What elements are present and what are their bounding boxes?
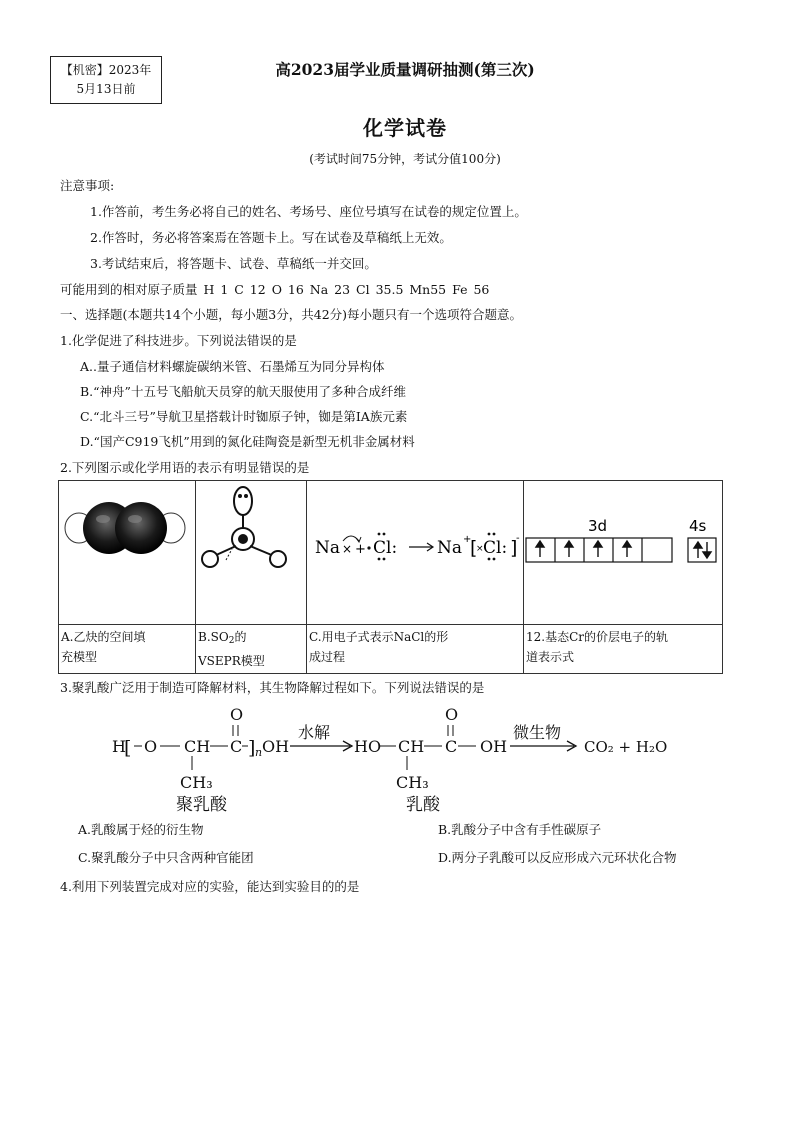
question-1-option-b: B.“神舟”十五号飞船航天员穿的航天服使用了多种合成纤维 xyxy=(80,384,406,399)
sodium-ion-symbol: Na xyxy=(437,538,463,558)
figure-acetylene-model xyxy=(59,481,196,625)
polylactic-acid-degradation-scheme xyxy=(100,700,680,815)
acetylene-space-filling-icon xyxy=(59,481,194,621)
notes-heading: 注意事项: xyxy=(60,178,115,193)
svg-text:C: C xyxy=(445,737,458,756)
question-2-table xyxy=(58,480,723,674)
exam-info: (考试时间75分钟，考试分值100分) xyxy=(309,152,501,166)
question-1-option-d: D.“国产C919飞机”用到的氮化硅陶瓷是新型无机非金属材料 xyxy=(80,434,415,449)
charge-plus: + xyxy=(463,534,472,545)
svg-text:O: O xyxy=(144,737,158,756)
svg-text:[: [ xyxy=(470,537,478,559)
svg-text:]: ] xyxy=(510,537,518,559)
label-3d: 3d xyxy=(588,517,608,535)
chloride-ion-symbol: Cl: xyxy=(483,538,508,558)
svg-text:+: + xyxy=(355,542,366,557)
note-item: 1.作答前，考生务必将自己的姓名、考场号、座位号填写在试卷的规定位置上。 xyxy=(90,204,527,219)
caption-a: A.乙炔的空间填 充模型 xyxy=(59,625,196,674)
chlorine-symbol: Cl: xyxy=(373,538,398,558)
products: CO₂ + H₂O xyxy=(584,738,668,756)
atomic-masses: 可能用到的相对原子质量 H 1 C 12 O 16 Na 23 Cl 35.5 Mn55 Fe 56 xyxy=(60,282,490,297)
hydrolysis-label: 水解 xyxy=(298,723,331,742)
note-item: 3.考试结束后，将答题卡、试卷、草稿纸一并交回。 xyxy=(90,256,377,271)
figure-so2-vsepr xyxy=(196,481,307,625)
orbital-diagram-icon xyxy=(524,481,722,621)
microorganism-label: 微生物 xyxy=(513,723,562,742)
lactic-acid-label: 乳酸 xyxy=(406,795,440,815)
polylactic-acid-label: 聚乳酸 xyxy=(176,795,227,815)
subject-title: 化学试卷 xyxy=(363,116,447,140)
svg-text:HO: HO xyxy=(354,737,382,756)
svg-text:O: O xyxy=(445,705,459,724)
caption-d: 12.基态Cr的价层电子的轨 道表示式 xyxy=(524,625,723,674)
svg-text:×: × xyxy=(476,544,484,554)
question-3-stem: 3.聚乳酸广泛用于制造可降解材料，其生物降解过程如下。下列说法错误的是 xyxy=(60,680,485,695)
so2-vsepr-icon xyxy=(196,481,306,621)
svg-text:×: × xyxy=(342,542,353,556)
question-3-option-d: D.两分子乳酸可以反应形成六元环状化合物 xyxy=(438,850,677,865)
question-1-stem: 1.化学促进了科技进步。下列说法错误的是 xyxy=(60,333,297,348)
confidential-box xyxy=(50,56,162,104)
section-heading: 一、选择题(本题共14个小题，每小题3分，共42分)每小题只有一个选项符合题意。 xyxy=(60,307,523,322)
svg-text:OH: OH xyxy=(480,737,508,756)
note-item: 2.作答时，务必将答案焉在答题卡上。写在试卷及草稿纸上无效。 xyxy=(90,230,452,245)
svg-text:]: ] xyxy=(248,737,256,759)
svg-text:n: n xyxy=(255,746,263,759)
svg-text:CH: CH xyxy=(398,737,425,756)
svg-text:OH: OH xyxy=(262,737,290,756)
label-4s: 4s xyxy=(689,517,707,535)
question-4-stem: 4.利用下列装置完成对应的实验，能达到实验目的的是 xyxy=(60,879,360,894)
question-1-option-c: C.“北斗三号”导航卫星搭载计时铷原子钟，铷是第ⅠA族元素 xyxy=(80,409,408,424)
sodium-symbol: Na xyxy=(315,538,341,558)
svg-text:C: C xyxy=(230,737,243,756)
nacl-electron-formula-icon xyxy=(307,481,523,621)
methyl-group: CH₃ xyxy=(396,773,429,792)
question-2-stem: 2.下列图示或化学用语的表示有明显错误的是 xyxy=(60,460,310,475)
charge-minus: - xyxy=(516,533,520,544)
methyl-group: CH₃ xyxy=(180,773,213,792)
svg-text:H: H xyxy=(112,737,126,756)
caption-c: C.用电子式表示NaCl的形 成过程 xyxy=(307,625,524,674)
svg-text:O: O xyxy=(230,705,244,724)
svg-text:[: [ xyxy=(124,737,132,759)
svg-text:CH: CH xyxy=(184,737,211,756)
figure-cr-orbital-diagram xyxy=(524,481,723,625)
question-1-option-a: A..量子通信材料螺旋碳纳米管、石墨烯互为同分异构体 xyxy=(80,359,385,374)
question-3-option-c: C.聚乳酸分子中只含两种官能团 xyxy=(78,850,254,865)
caption-b: $B.SO_2$的 VSEPR模型 xyxy=(196,625,307,674)
confidential-line-2: 5月13日前 xyxy=(76,82,136,96)
confidential-line-1: 【机密】2023年 xyxy=(60,63,152,77)
exam-title: 高2023届学业质量调研抽测(第三次) xyxy=(275,60,535,79)
figure-nacl-formation xyxy=(307,481,524,625)
question-3-option-a: A.乳酸属于烃的衍生物 xyxy=(78,822,204,837)
question-3-option-b: B.乳酸分子中含有手性碳原子 xyxy=(438,822,602,837)
